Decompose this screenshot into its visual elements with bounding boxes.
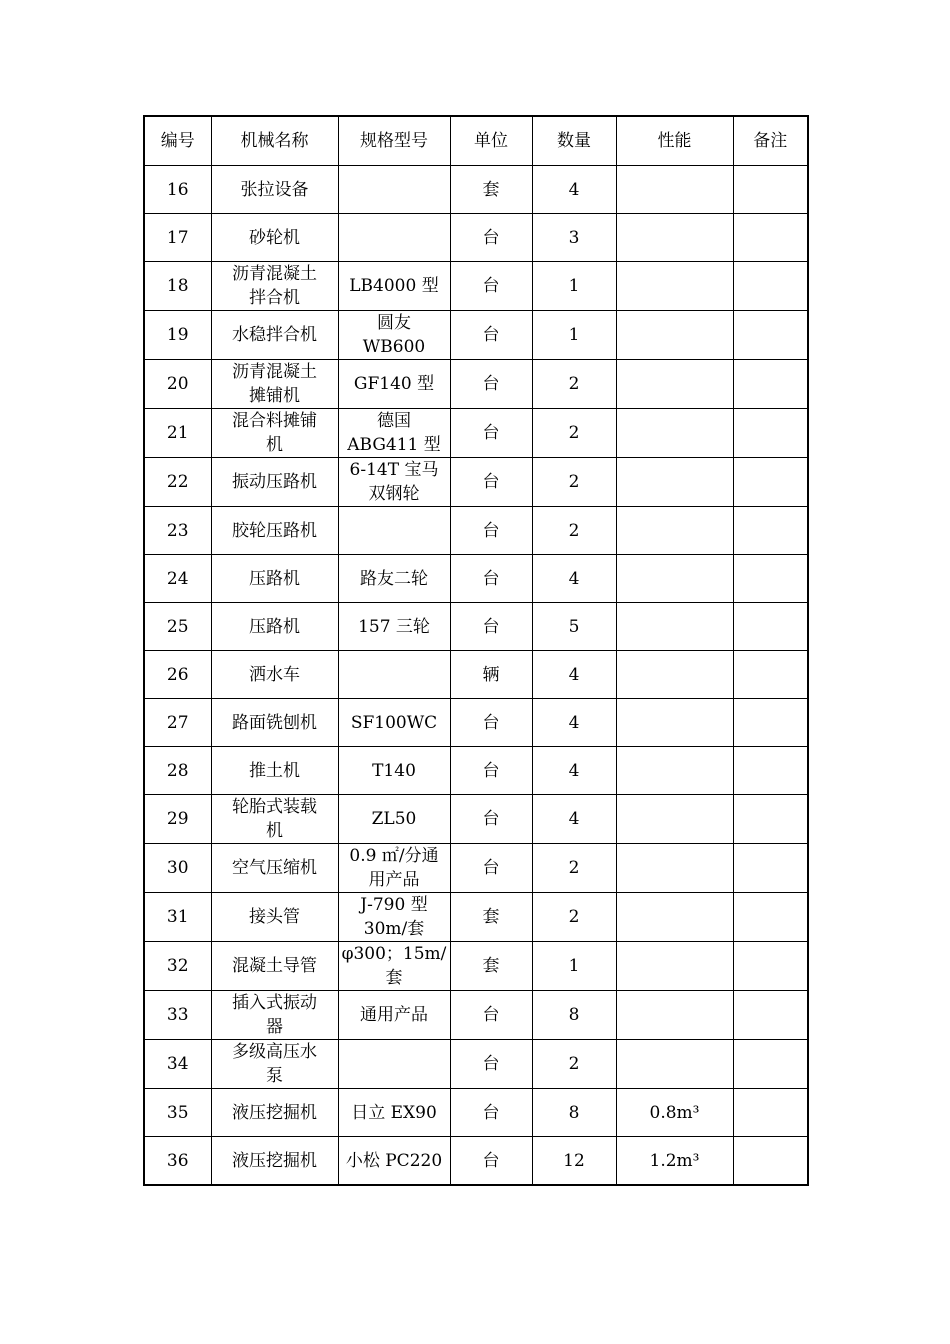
cell-no-text: 32 [166, 956, 189, 976]
cell-no [144, 458, 211, 507]
cell-unit [450, 1040, 532, 1089]
cell-machine-name [211, 893, 338, 942]
cell-remarks [733, 1089, 808, 1137]
cell-quantity-text: 8 [568, 1102, 580, 1123]
table-row [144, 699, 808, 747]
cell-machine-name [211, 262, 338, 311]
cell-quantity-text: 2 [568, 423, 580, 443]
equipment-table [143, 115, 809, 1186]
cell-spec-model-text: 德国 ABG411 型 [347, 411, 441, 455]
cell-no-text: 27 [166, 712, 189, 733]
table-row [144, 409, 808, 458]
cell-spec-model-text: 157 三轮 [358, 616, 430, 637]
cell-performance [616, 507, 733, 555]
cell-unit-text: 台 [482, 712, 500, 733]
cell-quantity [532, 311, 616, 360]
table-row [144, 844, 808, 893]
cell-remarks [733, 699, 808, 747]
cell-unit-text: 台 [482, 568, 500, 589]
cell-unit-text: 台 [482, 858, 500, 878]
table-row [144, 166, 808, 214]
cell-unit-text: 辆 [482, 664, 500, 685]
table-row [144, 991, 808, 1040]
cell-spec-model-text: 圆友 WB600 [362, 313, 426, 357]
cell-machine-name [211, 699, 338, 747]
cell-no-text: 24 [166, 568, 189, 589]
cell-unit-text: 台 [482, 227, 500, 248]
cell-remarks [733, 555, 808, 603]
cell-performance [616, 991, 733, 1040]
cell-performance [616, 555, 733, 603]
cell-machine-name-text: 压路机 [249, 568, 300, 589]
cell-remarks [733, 603, 808, 651]
cell-remarks [733, 507, 808, 555]
cell-quantity [532, 409, 616, 458]
cell-unit-text: 台 [482, 1005, 500, 1025]
cell-machine-name [211, 1137, 338, 1186]
cell-remarks [733, 1137, 808, 1186]
cell-no-text: 20 [166, 374, 189, 394]
cell-unit [450, 262, 532, 311]
cell-no-text: 21 [166, 423, 189, 443]
cell-spec-model [338, 991, 450, 1040]
cell-no [144, 1089, 211, 1137]
cell-performance [616, 311, 733, 360]
cell-machine-name-text: 多级高压水 泵 [232, 1042, 317, 1086]
cell-spec-model [338, 409, 450, 458]
cell-unit [450, 699, 532, 747]
header-quantity: 数量 [532, 116, 616, 166]
cell-machine-name [211, 603, 338, 651]
cell-spec-model-text: SF100WC [350, 712, 438, 733]
cell-remarks [733, 942, 808, 991]
cell-quantity-text: 3 [568, 227, 580, 248]
cell-unit [450, 991, 532, 1040]
cell-machine-name [211, 795, 338, 844]
cell-no-text: 36 [166, 1150, 189, 1171]
table-row [144, 1089, 808, 1137]
cell-unit-text: 套 [482, 907, 500, 927]
cell-quantity [532, 603, 616, 651]
cell-performance [616, 699, 733, 747]
cell-quantity [532, 844, 616, 893]
header-machine-name: 机械名称 [211, 116, 338, 166]
cell-unit-text: 台 [482, 1150, 500, 1171]
cell-unit [450, 893, 532, 942]
cell-machine-name [211, 747, 338, 795]
cell-remarks [733, 747, 808, 795]
cell-spec-model-text: 路友二轮 [360, 568, 428, 589]
cell-spec-model [338, 651, 450, 699]
table-header-row [144, 116, 808, 166]
cell-remarks [733, 1040, 808, 1089]
cell-unit [450, 747, 532, 795]
cell-quantity-text: 8 [568, 1005, 580, 1025]
cell-spec-model [338, 699, 450, 747]
cell-quantity [532, 651, 616, 699]
cell-unit-text: 台 [482, 760, 500, 781]
cell-no [144, 262, 211, 311]
cell-remarks [733, 166, 808, 214]
cell-spec-model [338, 507, 450, 555]
cell-performance [616, 651, 733, 699]
table-row [144, 360, 808, 409]
cell-no [144, 166, 211, 214]
cell-performance [616, 795, 733, 844]
cell-unit [450, 844, 532, 893]
table-row [144, 795, 808, 844]
cell-quantity-text: 4 [568, 179, 580, 200]
cell-quantity-text: 2 [568, 858, 580, 878]
cell-performance [616, 214, 733, 262]
cell-machine-name-text: 混凝土导管 [232, 956, 317, 976]
cell-machine-name-text: 振动压路机 [232, 472, 317, 492]
cell-unit-text: 台 [482, 472, 500, 492]
cell-no-text: 35 [166, 1102, 189, 1123]
cell-spec-model-text: 小松 PC220 [345, 1150, 443, 1171]
cell-unit [450, 409, 532, 458]
cell-remarks [733, 991, 808, 1040]
cell-unit-text: 台 [482, 374, 500, 394]
cell-unit [450, 166, 532, 214]
cell-machine-name [211, 1089, 338, 1137]
table-row [144, 1137, 808, 1186]
cell-performance [616, 409, 733, 458]
cell-machine-name-text: 液压挖掘机 [232, 1150, 317, 1171]
cell-no-text: 33 [166, 1005, 189, 1025]
cell-no [144, 747, 211, 795]
cell-machine-name [211, 991, 338, 1040]
cell-machine-name [211, 1040, 338, 1089]
cell-no [144, 942, 211, 991]
cell-no [144, 795, 211, 844]
cell-machine-name [211, 409, 338, 458]
cell-machine-name-text: 液压挖掘机 [232, 1102, 317, 1123]
cell-quantity [532, 1137, 616, 1186]
cell-performance [616, 166, 733, 214]
cell-unit-text: 台 [482, 423, 500, 443]
cell-spec-model-text: 通用产品 [360, 1005, 428, 1025]
cell-quantity-text: 2 [568, 472, 580, 492]
cell-performance [616, 262, 733, 311]
cell-spec-model-text: J-790 型 30m/套 [360, 895, 428, 939]
cell-unit [450, 507, 532, 555]
cell-remarks [733, 458, 808, 507]
cell-quantity [532, 795, 616, 844]
cell-machine-name [211, 507, 338, 555]
cell-machine-name-text: 沥青混凝土 摊铺机 [232, 362, 317, 406]
cell-no-text: 22 [166, 472, 189, 492]
cell-remarks [733, 311, 808, 360]
cell-quantity-text: 1 [568, 276, 580, 296]
cell-no-text: 30 [166, 858, 189, 878]
table-row [144, 507, 808, 555]
cell-remarks [733, 795, 808, 844]
cell-unit [450, 360, 532, 409]
header-no: 编号 [144, 116, 211, 166]
cell-quantity [532, 458, 616, 507]
cell-spec-model [338, 942, 450, 991]
cell-no [144, 893, 211, 942]
cell-performance [616, 603, 733, 651]
cell-spec-model [338, 795, 450, 844]
cell-quantity-text: 4 [568, 664, 580, 685]
cell-spec-model [338, 311, 450, 360]
cell-remarks [733, 844, 808, 893]
cell-machine-name [211, 311, 338, 360]
cell-machine-name-text: 胶轮压路机 [232, 520, 317, 541]
cell-quantity-text: 2 [568, 374, 580, 394]
cell-no [144, 311, 211, 360]
header-remarks: 备注 [733, 116, 808, 166]
table-body [144, 166, 808, 1186]
cell-quantity [532, 214, 616, 262]
cell-quantity [532, 1040, 616, 1089]
cell-machine-name [211, 651, 338, 699]
header-performance: 性能 [616, 116, 733, 166]
cell-no-text: 29 [166, 809, 189, 829]
cell-machine-name-text: 水稳拌合机 [232, 325, 317, 345]
cell-quantity-text: 5 [568, 616, 580, 637]
cell-quantity [532, 893, 616, 942]
cell-quantity [532, 262, 616, 311]
cell-spec-model [338, 555, 450, 603]
cell-remarks [733, 360, 808, 409]
cell-spec-model [338, 747, 450, 795]
cell-performance [616, 1137, 733, 1186]
cell-quantity-text: 4 [568, 760, 580, 781]
cell-no-text: 18 [166, 276, 189, 296]
table-row [144, 942, 808, 991]
cell-unit-text: 套 [482, 956, 500, 976]
cell-spec-model-text: LB4000 型 [349, 276, 439, 296]
cell-no [144, 844, 211, 893]
table-row [144, 262, 808, 311]
cell-unit [450, 1137, 532, 1186]
cell-no [144, 699, 211, 747]
cell-machine-name [211, 942, 338, 991]
cell-remarks [733, 409, 808, 458]
cell-spec-model [338, 360, 450, 409]
cell-machine-name [211, 458, 338, 507]
cell-machine-name-text: 洒水车 [249, 664, 300, 685]
cell-performance [616, 942, 733, 991]
table-row [144, 458, 808, 507]
cell-machine-name [211, 555, 338, 603]
cell-performance [616, 1040, 733, 1089]
cell-no [144, 603, 211, 651]
cell-quantity [532, 360, 616, 409]
cell-remarks [733, 893, 808, 942]
cell-machine-name-text: 插入式振动 器 [232, 993, 317, 1037]
cell-no [144, 214, 211, 262]
cell-unit-text: 套 [482, 179, 500, 200]
cell-performance [616, 360, 733, 409]
cell-spec-model [338, 166, 450, 214]
cell-performance-text: 0.8m³ [649, 1102, 700, 1123]
cell-unit [450, 651, 532, 699]
cell-quantity-text: 4 [568, 809, 580, 829]
cell-performance [616, 747, 733, 795]
table-row [144, 1040, 808, 1089]
cell-performance [616, 844, 733, 893]
cell-machine-name-text: 压路机 [249, 616, 300, 637]
cell-unit-text: 台 [482, 1054, 500, 1074]
cell-machine-name-text: 张拉设备 [240, 179, 309, 200]
cell-quantity [532, 942, 616, 991]
cell-spec-model-text: 0.9 ㎡/分通 用产品 [349, 846, 439, 890]
cell-spec-model-text: GF140 型 [353, 374, 435, 394]
cell-spec-model-text: 6-14T 宝马 双钢轮 [349, 460, 439, 504]
cell-quantity [532, 1089, 616, 1137]
cell-no [144, 651, 211, 699]
cell-quantity-text: 2 [568, 907, 580, 927]
cell-unit [450, 1089, 532, 1137]
cell-no [144, 1040, 211, 1089]
cell-no-text: 19 [166, 325, 189, 345]
cell-no [144, 991, 211, 1040]
cell-spec-model [338, 1089, 450, 1137]
cell-remarks [733, 214, 808, 262]
cell-quantity [532, 507, 616, 555]
cell-no-text: 25 [166, 616, 189, 637]
cell-quantity-text: 4 [568, 568, 580, 589]
cell-quantity [532, 166, 616, 214]
cell-quantity-text: 4 [568, 712, 580, 733]
cell-no [144, 507, 211, 555]
table-row [144, 214, 808, 262]
cell-no [144, 1137, 211, 1186]
cell-no-text: 31 [166, 907, 189, 927]
cell-unit-text: 台 [482, 616, 500, 637]
cell-unit-text: 台 [482, 809, 500, 829]
cell-machine-name [211, 166, 338, 214]
cell-unit [450, 311, 532, 360]
cell-spec-model-text: ZL50 [371, 809, 417, 829]
cell-machine-name-text: 轮胎式装载 机 [232, 797, 317, 841]
cell-spec-model [338, 893, 450, 942]
cell-machine-name-text: 空气压缩机 [232, 858, 317, 878]
cell-machine-name [211, 844, 338, 893]
cell-quantity-text: 1 [568, 325, 580, 345]
cell-machine-name-text: 沥青混凝土 拌合机 [232, 264, 317, 308]
cell-quantity [532, 555, 616, 603]
header-unit: 单位 [450, 116, 532, 166]
cell-performance [616, 893, 733, 942]
table-row [144, 893, 808, 942]
cell-unit [450, 795, 532, 844]
cell-spec-model [338, 1040, 450, 1089]
cell-remarks [733, 651, 808, 699]
cell-no-text: 23 [166, 520, 189, 541]
cell-unit-text: 台 [482, 325, 500, 345]
table-row [144, 747, 808, 795]
cell-quantity-text: 2 [568, 520, 580, 541]
cell-spec-model [338, 1137, 450, 1186]
table-row [144, 555, 808, 603]
cell-unit [450, 555, 532, 603]
cell-spec-model [338, 262, 450, 311]
cell-unit [450, 942, 532, 991]
cell-machine-name-text: 路面铣刨机 [232, 712, 317, 733]
cell-quantity [532, 699, 616, 747]
cell-no-text: 28 [166, 760, 189, 781]
cell-spec-model-text: T140 [372, 760, 416, 781]
cell-machine-name-text: 砂轮机 [249, 227, 300, 248]
cell-spec-model [338, 214, 450, 262]
cell-quantity-text: 1 [568, 956, 580, 976]
cell-remarks [733, 262, 808, 311]
cell-unit-text: 台 [482, 520, 500, 541]
cell-performance [616, 458, 733, 507]
cell-no [144, 360, 211, 409]
cell-no [144, 555, 211, 603]
cell-machine-name [211, 214, 338, 262]
cell-spec-model-text: φ300；15m/ 套 [341, 944, 447, 988]
cell-spec-model [338, 603, 450, 651]
table-row [144, 651, 808, 699]
cell-performance-text: 1.2m³ [649, 1150, 700, 1171]
cell-unit-text: 台 [482, 1102, 500, 1123]
cell-quantity [532, 747, 616, 795]
cell-spec-model [338, 458, 450, 507]
table-row [144, 603, 808, 651]
cell-no-text: 16 [166, 179, 189, 200]
cell-performance [616, 1089, 733, 1137]
cell-machine-name-text: 混合料摊铺 机 [232, 411, 317, 455]
header-spec-model: 规格型号 [338, 116, 450, 166]
cell-quantity-text: 2 [568, 1054, 580, 1074]
cell-spec-model-text: 日立 EX90 [351, 1102, 437, 1123]
cell-machine-name-text: 接头管 [249, 907, 300, 927]
cell-quantity [532, 991, 616, 1040]
cell-machine-name [211, 360, 338, 409]
cell-no-text: 17 [166, 227, 189, 248]
cell-machine-name-text: 推土机 [249, 760, 300, 781]
cell-no [144, 409, 211, 458]
cell-unit [450, 458, 532, 507]
table-row [144, 311, 808, 360]
cell-no-text: 34 [166, 1054, 189, 1074]
cell-quantity-text: 12 [563, 1150, 585, 1171]
cell-no-text: 26 [166, 664, 189, 685]
cell-spec-model [338, 844, 450, 893]
cell-unit [450, 214, 532, 262]
cell-unit-text: 台 [482, 276, 500, 296]
cell-unit [450, 603, 532, 651]
